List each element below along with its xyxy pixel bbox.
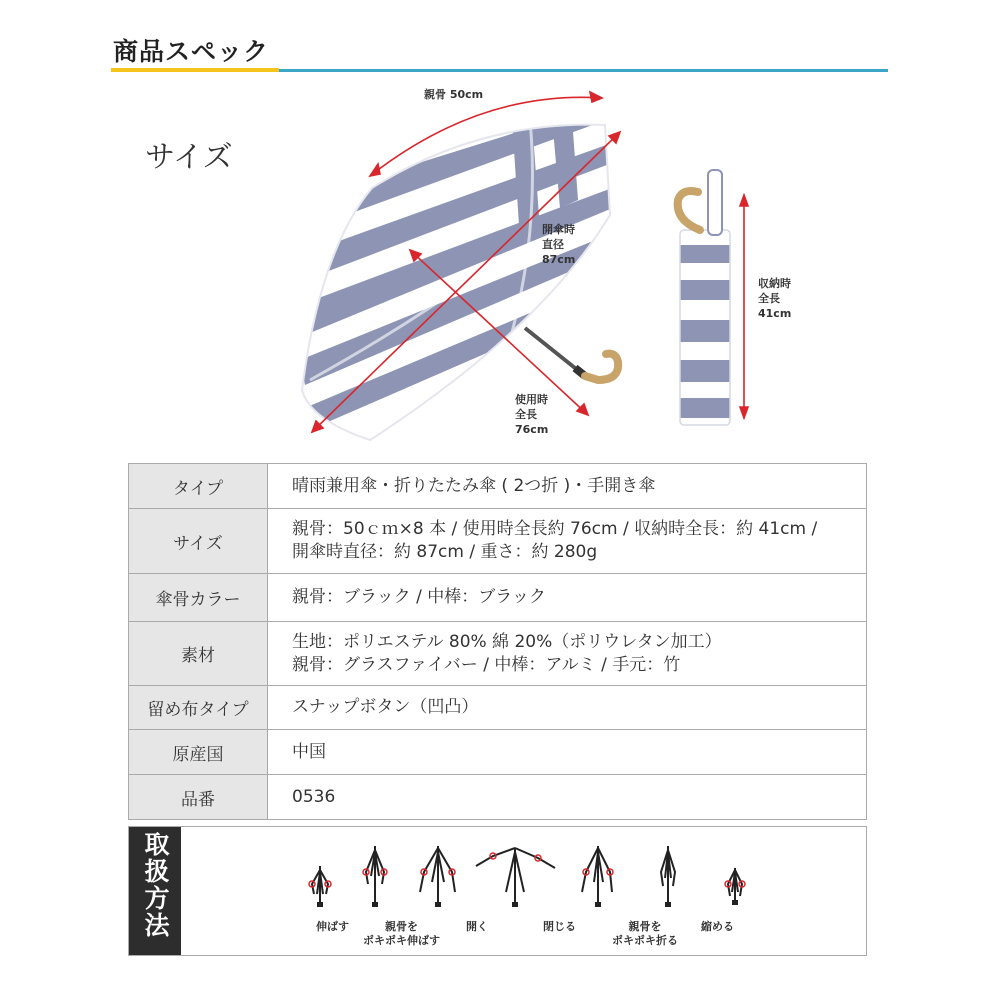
spec-value-line: 中国: [292, 741, 326, 762]
spec-value-line: 生地：ポリエステル 80% 綿 20%（ポリウレタン加工）: [292, 631, 722, 652]
open-diameter-line-1: 開傘時: [542, 223, 575, 236]
spec-key: タイプ: [129, 464, 268, 509]
rib-length-label: 親骨 50cm: [424, 88, 484, 101]
spec-table: [128, 463, 867, 820]
size-diagram: [280, 80, 840, 450]
open-diameter-line-2: 直径: [542, 238, 564, 251]
folded-umbrella: [680, 230, 730, 425]
table-row: [129, 686, 867, 730]
open-diameter-line-3: 87cm: [542, 253, 576, 266]
handling-steps-illustration: [170, 842, 770, 912]
stored-length-line-2: 全長: [758, 292, 780, 305]
step-label-line: 伸ばす: [316, 920, 349, 933]
step-label-extend: [316, 920, 349, 934]
table-row: [129, 574, 867, 622]
spec-key: 傘骨カラー: [129, 574, 268, 622]
spec-value: [268, 464, 867, 509]
spec-key: サイズ: [129, 509, 268, 574]
spec-value-line: 晴雨兼用傘・折りたたみ傘 ( 2つ折 )・手開き傘: [292, 475, 656, 496]
handling-title: 取扱方法: [141, 831, 170, 939]
spec-value: [268, 622, 867, 686]
used-length-line-2: 全長: [515, 408, 537, 421]
step-label-line: 親骨を: [385, 920, 418, 933]
spec-value: [268, 574, 867, 622]
step-label-stretch-ribs: [363, 920, 440, 948]
spec-key: 素材: [129, 622, 268, 686]
step-shorten-icon: [661, 846, 675, 904]
table-row: [129, 509, 867, 574]
step-label-close: [543, 920, 576, 934]
title-underline: [279, 69, 888, 72]
step-label-line: 親骨を: [628, 920, 662, 933]
stored-length-label: [758, 276, 791, 321]
step-label-line: ポキポキ折る: [612, 934, 678, 947]
spec-value: [268, 775, 867, 820]
step-label-line: 縮める: [701, 920, 734, 933]
step-label-line: 開く: [466, 920, 488, 933]
spec-value-line: スナップボタン（凹凸）: [292, 697, 479, 717]
table-row: [129, 464, 867, 509]
stored-length-line-3: 41cm: [758, 307, 792, 320]
used-length-line-3: 76cm: [515, 423, 549, 436]
spec-value: [268, 509, 867, 574]
size-heading: サイズ: [145, 140, 233, 175]
open-diameter-label: [542, 222, 575, 267]
stored-length-line-1: 収納時: [758, 277, 791, 290]
spec-key: 原産国: [129, 730, 268, 775]
spec-value-line: 親骨：ブラック / 中棒：ブラック: [292, 587, 546, 607]
spec-value-line: 親骨：50ｃｍ×8 本 / 使用時全長約 76cm / 収納時全長：約 41cm /: [292, 519, 818, 539]
spec-value: [268, 686, 867, 730]
step-label-line: ポキポキ伸ばす: [363, 934, 440, 947]
step-stretch-ribs-icon: [366, 846, 384, 904]
spec-value-line: 0536: [292, 786, 336, 807]
step-label-line: 閉じる: [543, 920, 576, 933]
table-row: [129, 775, 867, 820]
title-underline-accent: [111, 68, 279, 72]
table-row: [129, 730, 867, 775]
spec-key: 留め布タイプ: [129, 686, 268, 730]
used-length-line-1: 使用時: [515, 393, 548, 406]
page-title: 商品スペック: [113, 37, 270, 66]
used-length-label: [515, 392, 548, 437]
step-label-fold-ribs: [612, 920, 678, 948]
spec-value-line: 開傘時直径：約 87cm / 重さ：約 280g: [292, 542, 598, 562]
step-label-open: [466, 920, 488, 934]
step-label-shorten: [701, 920, 734, 934]
spec-value-line: 親骨：グラスファイバー / 中棒：アルミ / 手元：竹: [292, 654, 681, 675]
table-row: [129, 622, 867, 686]
step-close-icon: [476, 848, 555, 904]
spec-key: 品番: [129, 775, 268, 820]
spec-value: [268, 730, 867, 775]
